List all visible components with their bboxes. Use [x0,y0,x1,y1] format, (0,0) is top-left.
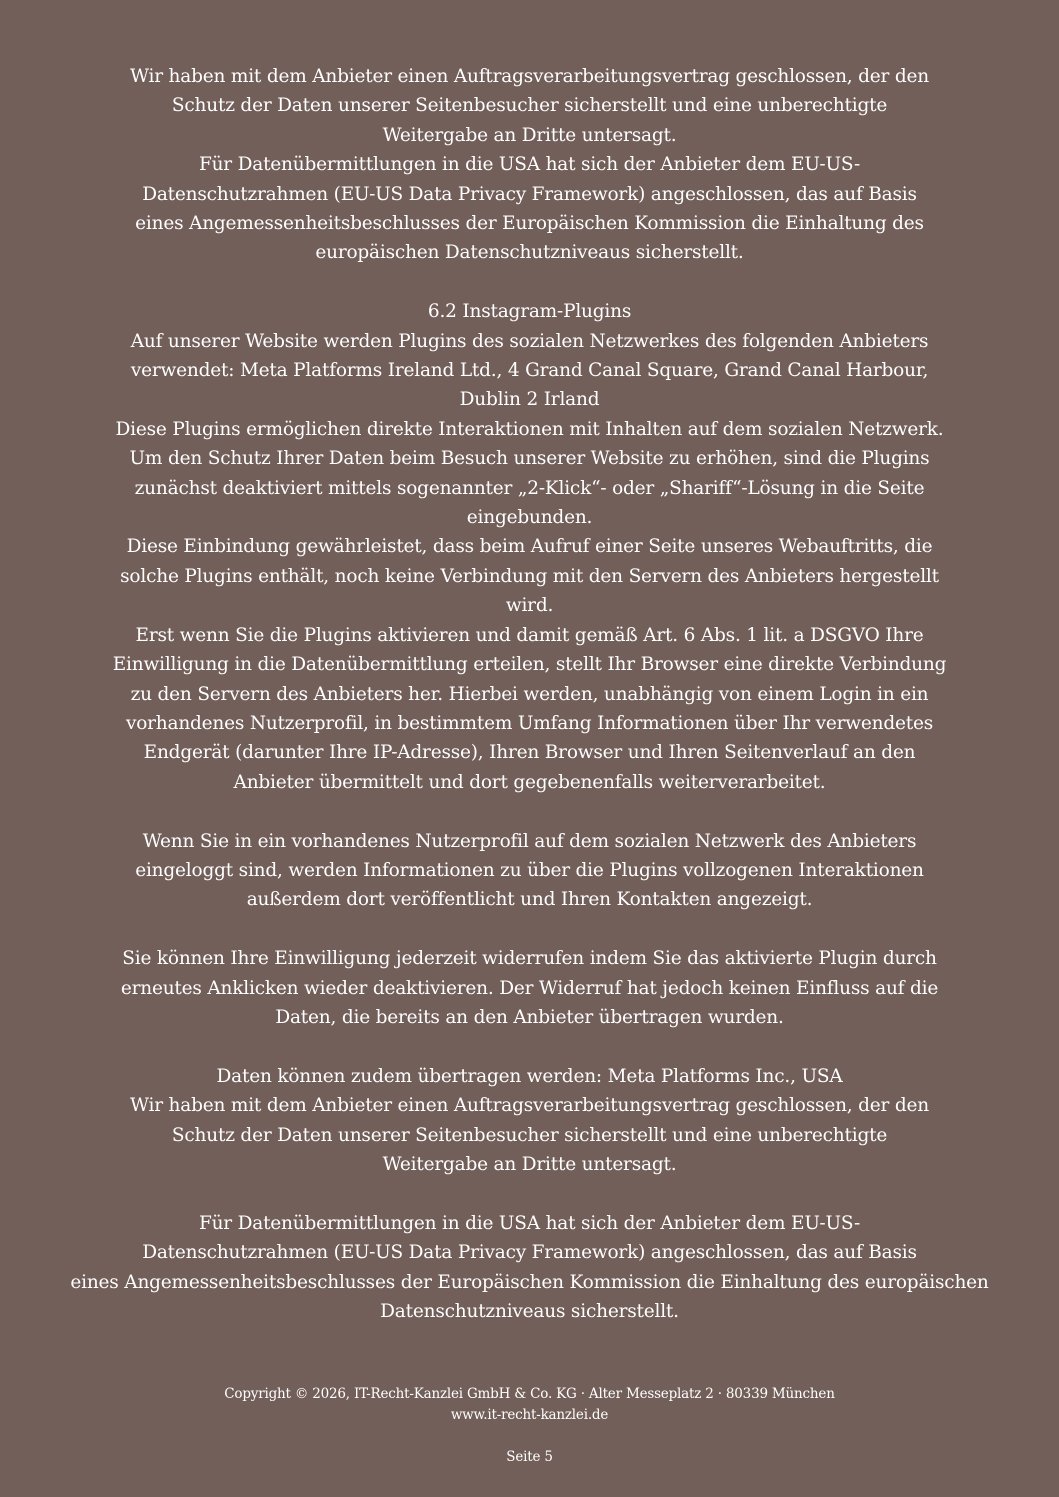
text-line: Erst wenn Sie die Plugins aktivieren und damit gemäß Art. 6 Abs. 1 lit. a DSGVO Ihre [135,624,924,646]
text-line: Daten können zudem übertragen werden: Meta Platforms Inc., USA [216,1065,843,1087]
text-line: Datenschutzrahmen (EU-US Data Privacy Framework) angeschlossen, das auf Basis [142,1242,917,1264]
text-line: verwendet: Meta Platforms Ireland Ltd., 4 Grand Canal Square, Grand Canal Harbour, [130,360,929,382]
blank-line [40,1179,1019,1208]
text-line: Wenn Sie in ein vorhandenes Nutzerprofil auf dem sozialen Netzwerk des Anbieters [142,830,917,852]
footer-website-link[interactable]: www.it-recht-kanzlei.de [450,1407,609,1423]
text-line: eingeloggt sind, werden Informationen zu über die Plugins vollzogenen Interaktionen [135,859,924,881]
text-line: außerdem dort veröffentlicht und Ihren Kontakten angezeigt. [246,889,813,911]
footer-copyright: Copyright © 2026, IT-Recht-Kanzlei GmbH & Co. KG · Alter Messeplatz 2 · 80339 München [224,1386,835,1402]
text-line: Wir haben mit dem Anbieter einen Auftragsverarbeitungsvertrag geschlossen, der den [130,66,929,87]
blank-line [40,1032,1019,1061]
text-line: Für Datenübermittlungen in die USA hat sich der Anbieter dem EU-US- [198,1212,861,1234]
document-body [40,62,1019,1326]
text-line: zu den Servern des Anbieters her. Hierbei werden, unabhängig von einem Login in ein [130,683,929,705]
text-line: Datenschutzrahmen (EU-US Data Privacy Framework) angeschlossen, das auf Basis [142,183,917,205]
text-line: Daten, die bereits an den Anbieter übertragen wurden. [275,1006,784,1028]
text-line: wird. [505,595,554,617]
text-line: europäischen Datenschutzniveaus sicherstellt. [315,242,744,264]
page-number: Seite 5 [506,1449,553,1465]
text-line: Sie können Ihre Einwilligung jederzeit widerrufen indem Sie das aktivierte Plugin durch [122,948,937,970]
text-line: eingebunden. [466,507,593,529]
text-line: Anbieter übermittelt und dort gegebenenfalls weiterverarbeitet. [233,771,826,793]
blank-line [40,268,1019,297]
text-line: Dublin 2 Irland [459,389,600,411]
text-line: Diese Plugins ermöglichen direkte Interaktionen mit Inhalten auf dem sozialen Netzwerk. [115,418,944,440]
text-line: Einwilligung in die Datenübermittlung erteilen, stellt Ihr Browser eine direkte Verbindung [112,654,947,676]
text-line: Weitergabe an Dritte untersagt. [382,124,677,146]
text-line: Diese Einbindung gewährleistet, dass beim Aufruf einer Seite unseres Webauftritts, die [126,536,933,558]
text-line: Schutz der Daten unserer Seitenbesucher sicherstellt und eine unberechtigte [171,1124,888,1146]
text-line: eines Angemessenheitsbeschlusses der Europäischen Kommission die Einhaltung des [135,213,924,235]
text-line: eines Angemessenheitsbeschlusses der Europäischen Kommission die Einhaltung des europäischen [70,1271,989,1293]
text-line: Für Datenübermittlungen in die USA hat sich der Anbieter dem EU-US- [198,154,861,176]
text-line: Datenschutzniveaus sicherstellt. [380,1300,679,1322]
blank-line [40,797,1019,826]
text-line: solche Plugins enthält, noch keine Verbindung mit den Servern des Anbieters hergestellt [120,565,939,587]
text-line: zunächst deaktiviert mittels sogenannter „2-Klick“- oder „Shariff“-Lösung in die Seite [134,477,925,499]
text-line: Endgerät (darunter Ihre IP-Adresse), Ihren Browser und Ihren Seitenverlauf an den [143,742,916,764]
text-line: vorhandenes Nutzerprofil, in bestimmtem Umfang Informationen über Ihr verwendetes [125,712,934,734]
text-line: erneutes Anklicken wieder deaktivieren. Der Widerruf hat jedoch keinen Einfluss auf die [120,977,939,999]
text-line: Schutz der Daten unserer Seitenbesucher sicherstellt und eine unberechtigte [171,95,888,117]
blank-line [40,915,1019,944]
text-line: Wir haben mit dem Anbieter einen Auftragsverarbeitungsvertrag geschlossen, der den [130,1095,929,1117]
text-line: Auf unserer Website werden Plugins des sozialen Netzwerkes des folgenden Anbieters [130,330,929,352]
text-line: Weitergabe an Dritte untersagt. [382,1153,677,1175]
section-heading: 6.2 Instagram-Plugins [427,301,632,323]
text-line: Um den Schutz Ihrer Daten beim Besuch unserer Website zu erhöhen, sind die Plugins [129,448,930,470]
